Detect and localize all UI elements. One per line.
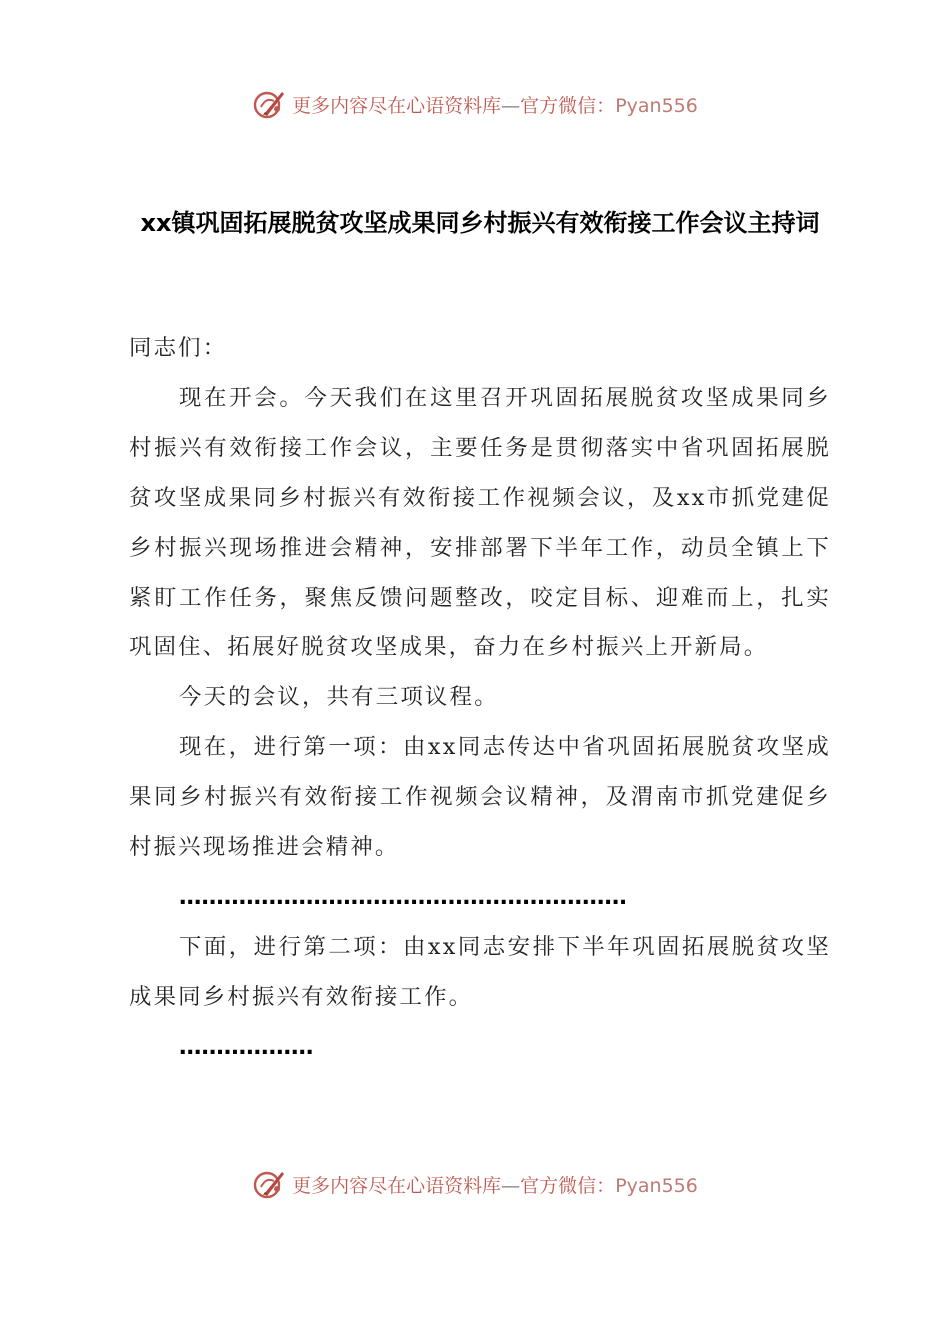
watermark-wechat-id: Pyan556 bbox=[615, 94, 698, 117]
pen-logo-icon bbox=[252, 87, 286, 121]
watermark-banner-top bbox=[0, 82, 950, 126]
ellipsis-separator-1: …………………………………………………… bbox=[179, 883, 627, 910]
watermark-dash: — bbox=[501, 94, 521, 117]
watermark-text bbox=[292, 91, 698, 118]
pen-logo-icon bbox=[252, 1167, 286, 1201]
watermark-dash: — bbox=[501, 1174, 521, 1197]
watermark-text bbox=[292, 1171, 698, 1198]
watermark-content bbox=[252, 87, 698, 121]
document-title: xx镇巩固拓展脱贫攻坚成果同乡村振兴有效衔接工作会议主持词 bbox=[140, 209, 820, 237]
watermark-slogan: 更多内容尽在心语资料库 bbox=[292, 94, 502, 117]
salutation: 同志们： bbox=[129, 335, 228, 361]
paragraph-item-2: 下面，进行第二项：由xx同志安排下半年巩固拓展脱贫攻坚成果同乡村振兴有效衔接工作。 bbox=[129, 933, 831, 1010]
ellipsis-separator-2: ……………… bbox=[179, 1033, 314, 1060]
paragraph-agenda: 今天的会议，共有三项议程。 bbox=[179, 684, 499, 711]
paragraph-item-1: 现在，进行第一项：由xx同志传达中省巩固拓展脱贫攻坚成果同乡村振兴有效衔接工作视频会议精神，及渭南市抓党建促乡村振兴现场推进会精神。 bbox=[129, 734, 831, 861]
watermark-label: 官方微信： bbox=[520, 94, 616, 117]
paragraph-opening: 现在开会。今天我们在这里召开巩固拓展脱贫攻坚成果同乡村振兴有效衔接工作会议，主要任务是贯彻落实中省巩固拓展脱贫攻坚成果同乡村振兴有效衔接工作视频会议，及xx市抓党建促乡村振兴现场推进会精神，安排部署下半年工作，动员全镇上下紧盯工作任务，聚焦反馈问题整改，咬定目标、迎难而上，扎实巩固住、拓展好脱贫攻坚成果，奋力在乡村振兴上开新局。 bbox=[129, 384, 831, 661]
watermark-wechat-id: Pyan556 bbox=[615, 1174, 698, 1197]
document-body bbox=[129, 324, 831, 1073]
watermark-banner-bottom bbox=[0, 1162, 950, 1206]
watermark-content bbox=[252, 1167, 698, 1201]
watermark-slogan: 更多内容尽在心语资料库 bbox=[292, 1174, 502, 1197]
watermark-label: 官方微信： bbox=[520, 1174, 616, 1197]
